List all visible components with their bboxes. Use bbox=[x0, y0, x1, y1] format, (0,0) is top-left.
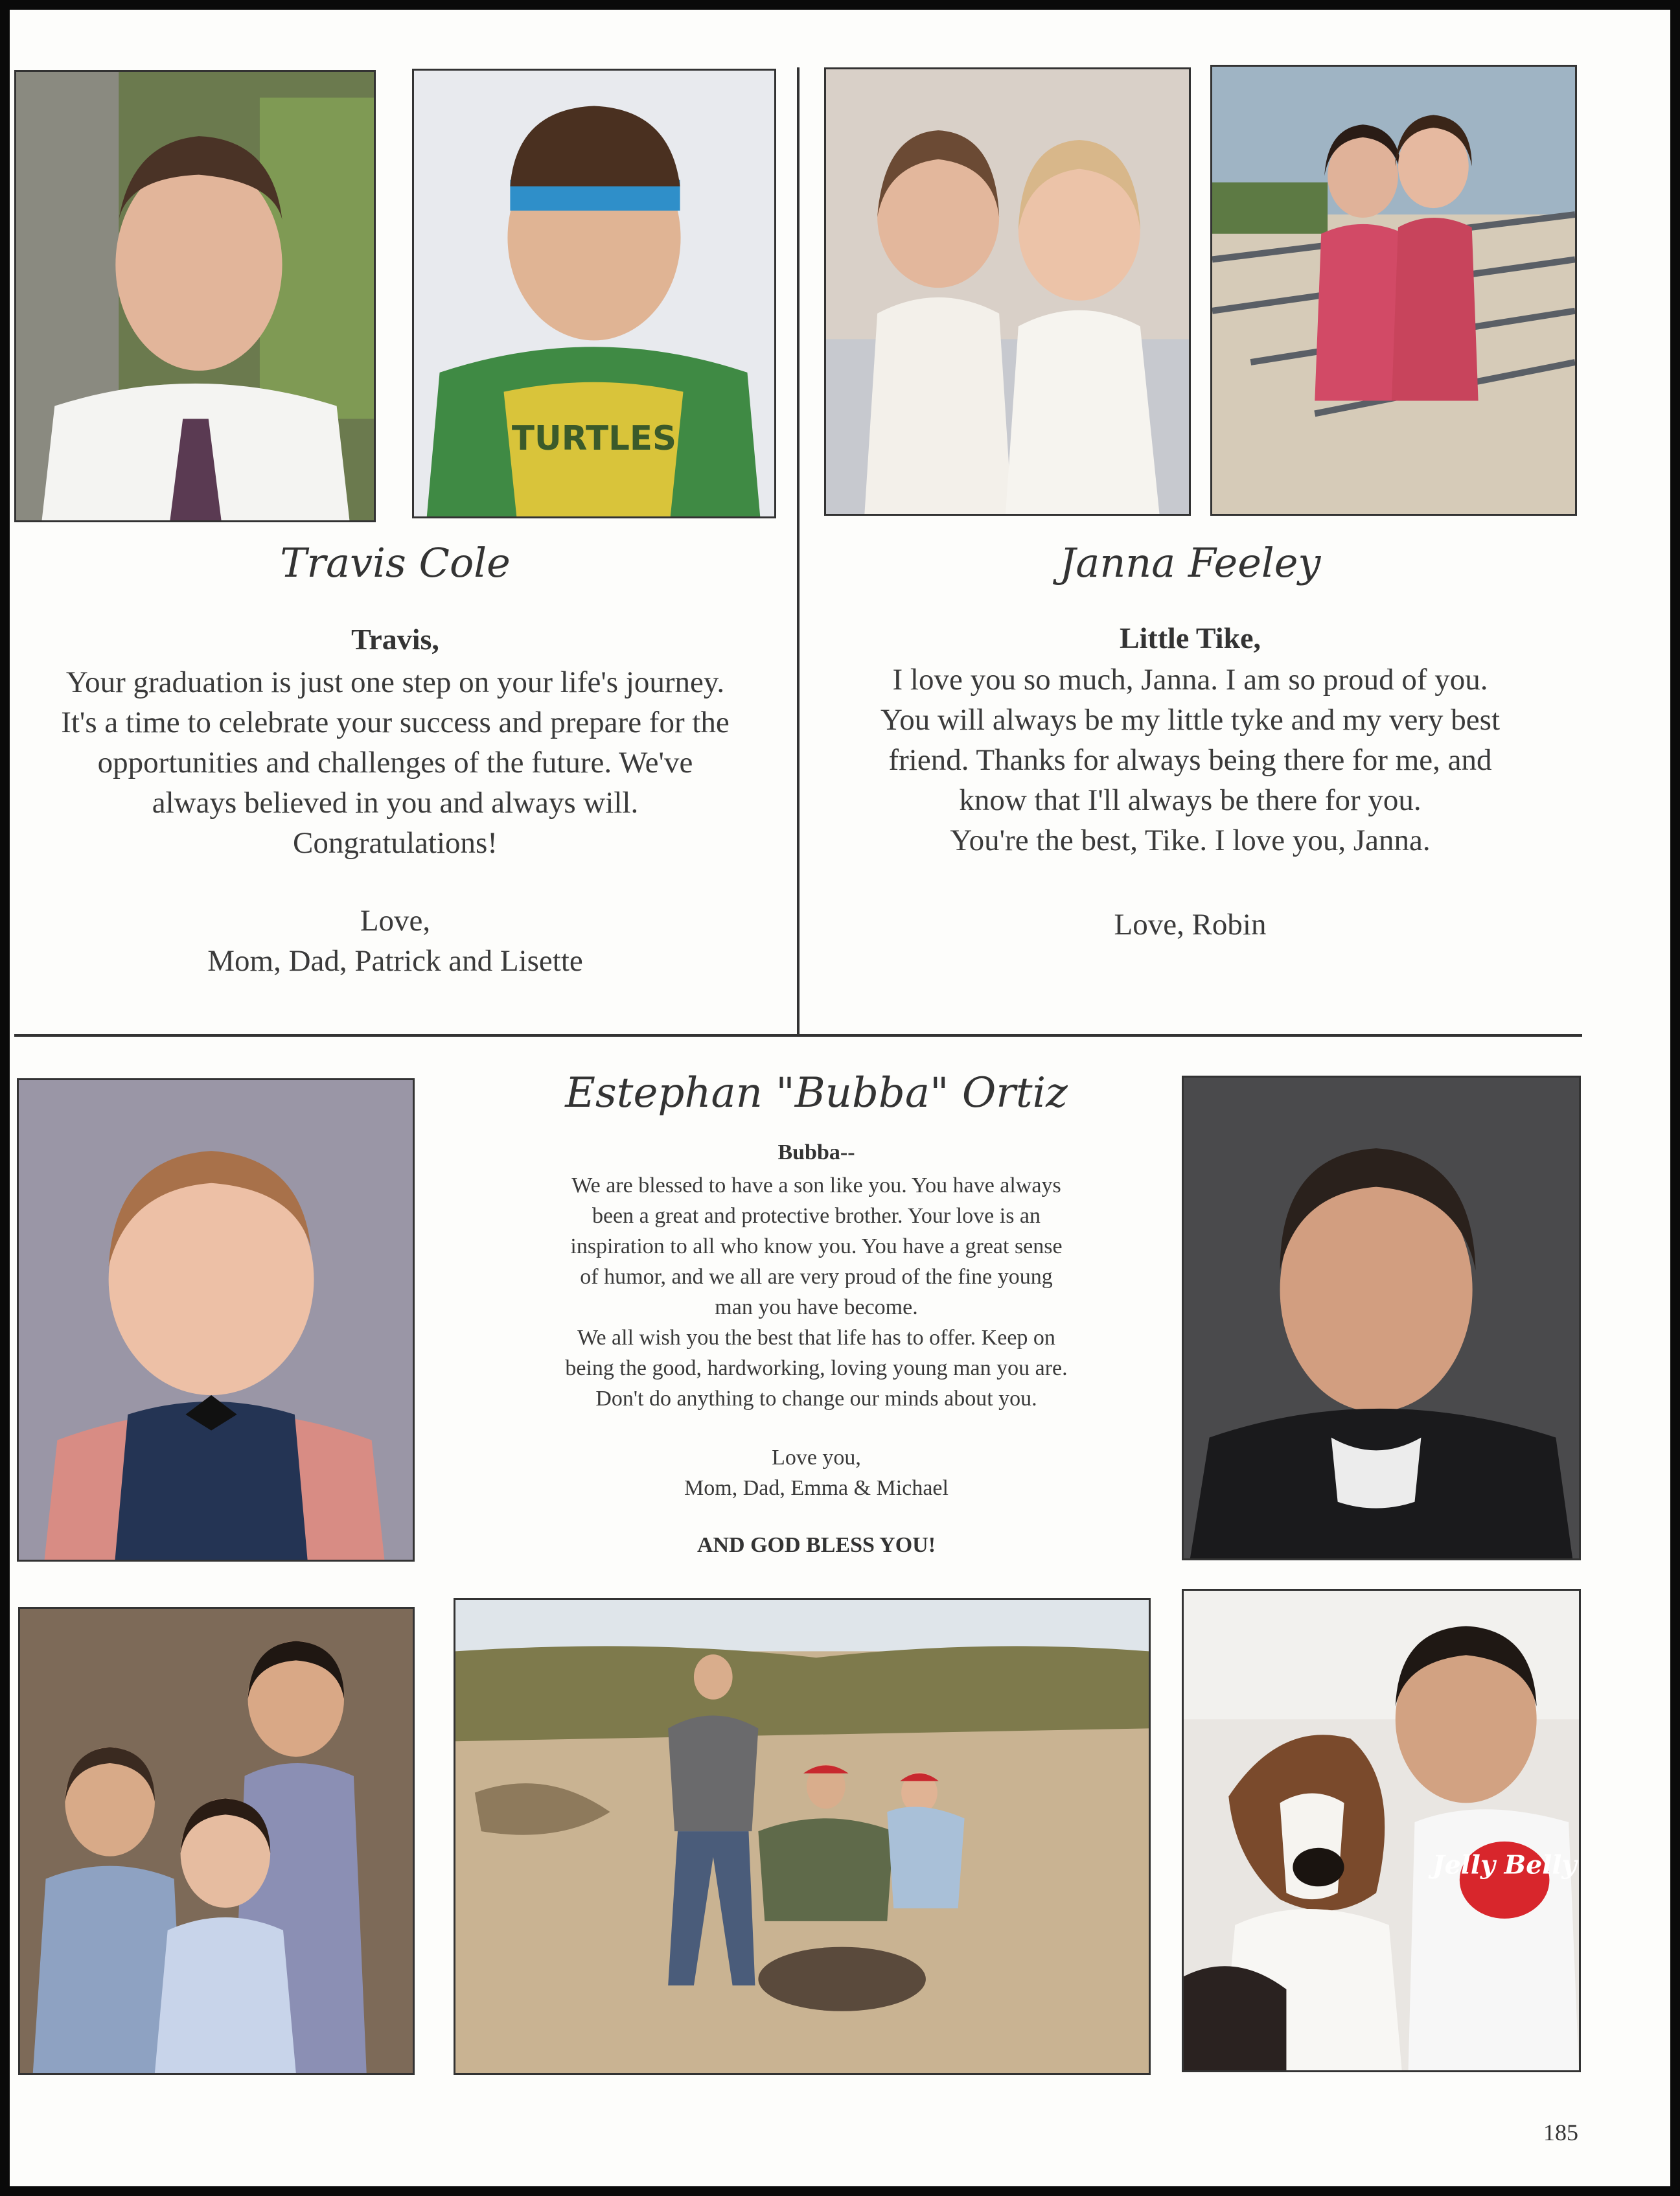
message-janna: I love you so much, Janna. I am so proud of you. You will always be my little tyke and my very best friend. Thanks for always being there for me, and know that I'll always be there for you. You're the best, Tike. I love you, Janna. bbox=[880, 663, 1500, 857]
photo-travis-child bbox=[412, 69, 776, 518]
photo-siblings bbox=[18, 1607, 415, 2075]
signoff-janna: Love, Robin bbox=[1114, 908, 1267, 942]
photo-dog bbox=[1182, 1589, 1581, 2072]
greeting-janna: Little Tike, bbox=[1119, 621, 1261, 654]
message-bubba: We are blessed to have a son like you. You have always been a great and protective brother. Your love is an inspiration to all who know you. You have a great sense of humor, and we all are very proud of the fine young man you have become. We all wish you the best that life has to offer. Keep on being the good, hardworking, loving young man you are. Don't do anything to change our minds about you. bbox=[565, 1173, 1068, 1411]
name-estephan-ortiz: Estephan "Bubba" Ortiz bbox=[565, 1069, 1068, 1117]
message-travis: Your graduation is just one step on your life's journey. It's a time to celebrate your success and prepare for the opportunities and challenges of the future. We've always believed in you and always will. Congratulations! bbox=[61, 665, 730, 860]
signoff-bubba: Love you, Mom, Dad, Emma & Michael bbox=[684, 1446, 949, 1500]
jelly-belly-text: Jelly Belly bbox=[1432, 1850, 1577, 1880]
shirt-print-text: TURTLES bbox=[511, 419, 677, 458]
photo-travis-senior bbox=[14, 70, 376, 522]
section-divider bbox=[14, 1034, 1582, 1037]
greeting-travis: Travis, bbox=[351, 623, 439, 656]
name-travis-cole: Travis Cole bbox=[280, 539, 511, 586]
photo-janna-teens bbox=[1210, 65, 1577, 516]
page-number: 185 bbox=[1543, 2120, 1578, 2145]
blessing-bubba: AND GOD BLESS YOU! bbox=[696, 1533, 936, 1557]
photo-janna-children bbox=[824, 67, 1191, 516]
signoff-travis: Love, Mom, Dad, Patrick and Lisette bbox=[207, 904, 583, 978]
photo-bubba-senior bbox=[1182, 1076, 1581, 1560]
name-janna-feeley: Janna Feeley bbox=[1059, 539, 1321, 586]
photo-hunting bbox=[454, 1598, 1151, 2075]
greeting-bubba: Bubba-- bbox=[777, 1140, 855, 1164]
photo-bubba-baby bbox=[17, 1078, 415, 1562]
